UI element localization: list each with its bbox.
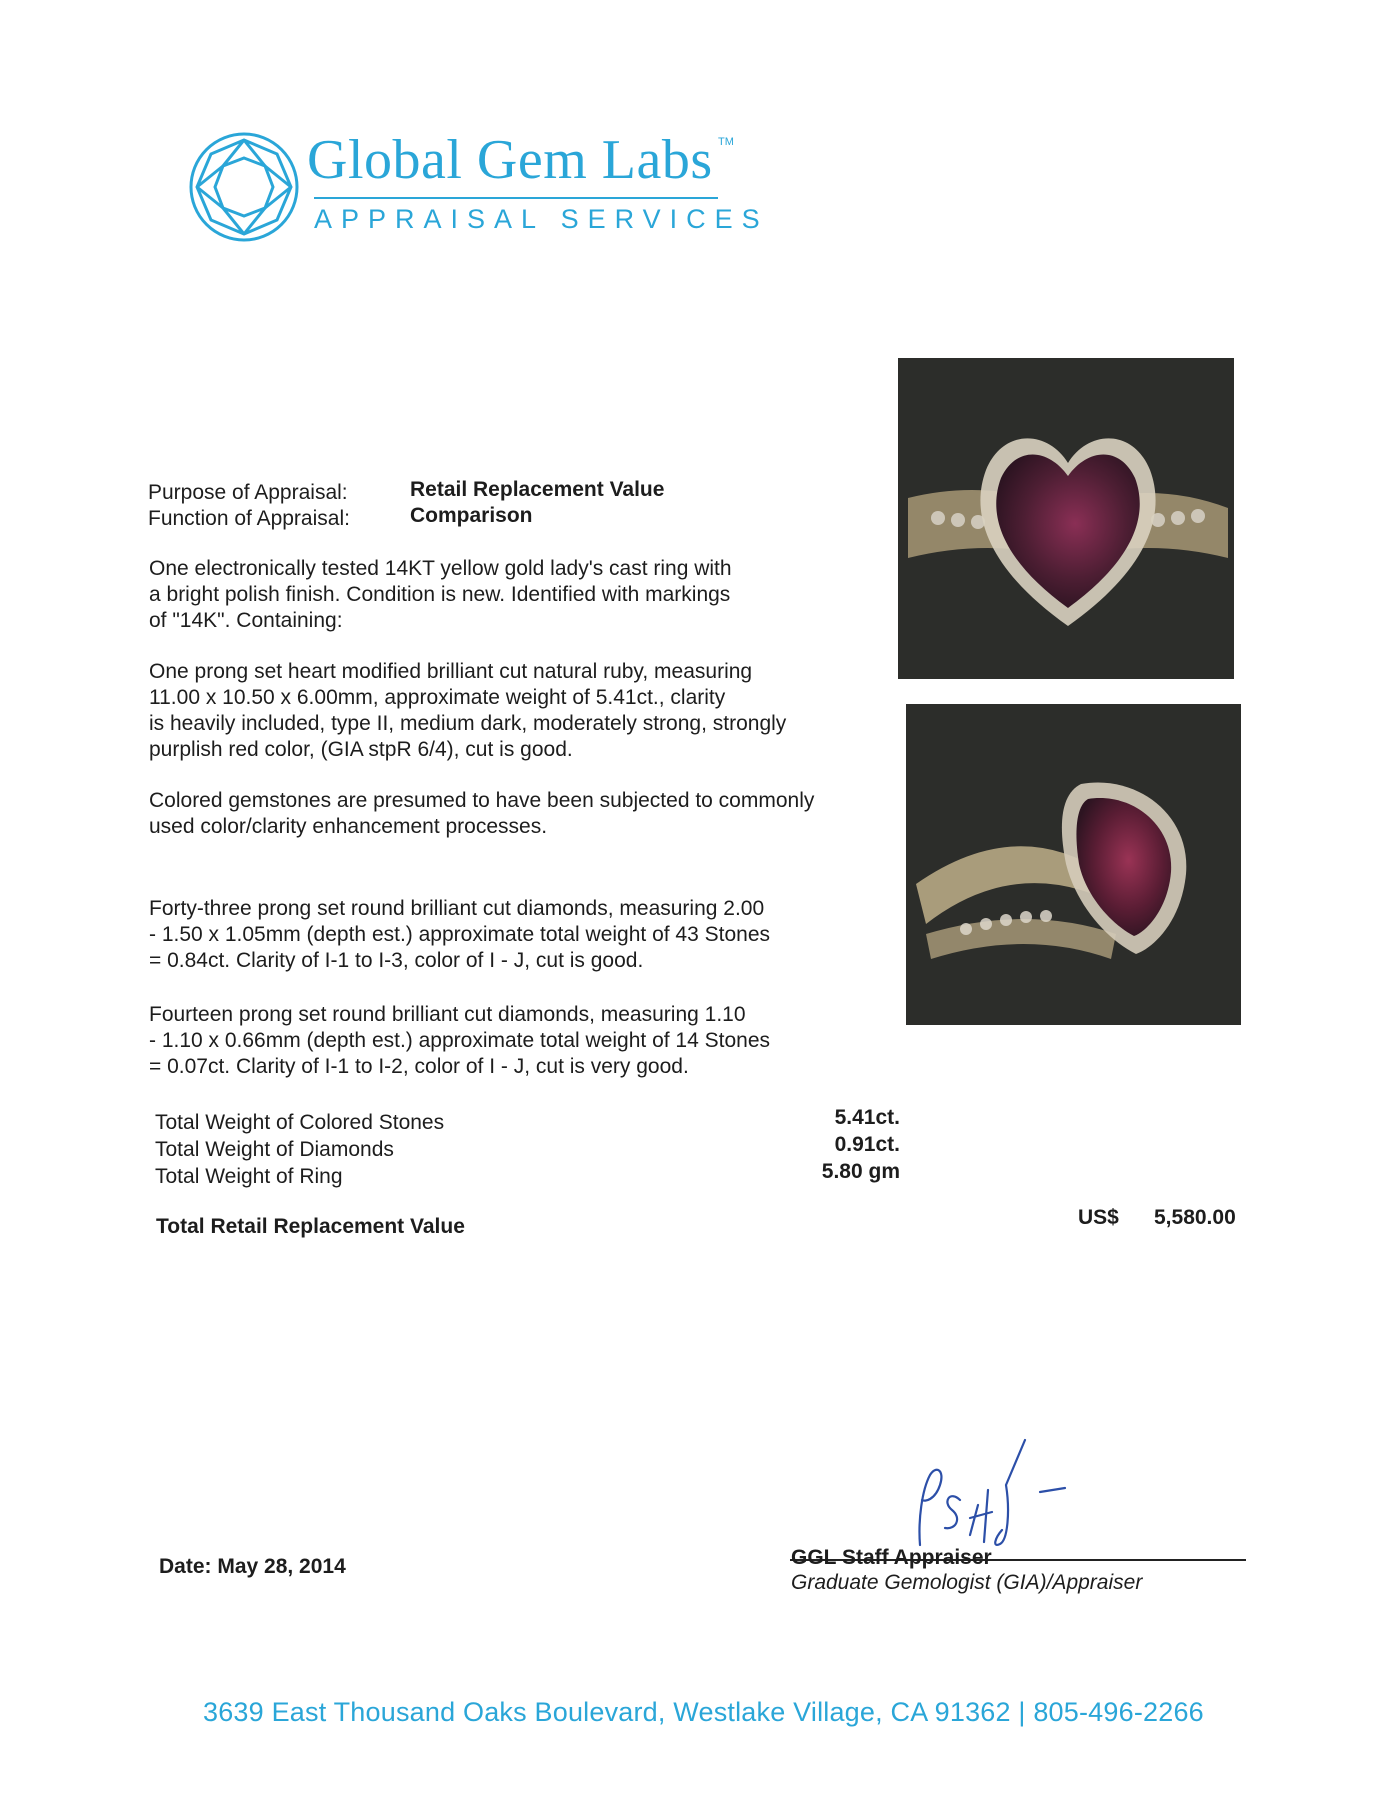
total-value-label: Total Retail Replacement Value bbox=[156, 1215, 465, 1238]
signer-title: GGL Staff Appraiser bbox=[791, 1546, 992, 1569]
currency-label: US$ bbox=[1078, 1206, 1119, 1229]
ruby-description: One prong set heart modified brilliant cut natural ruby, measuring 11.00 x 10.50 x 6.00mm, approximate weight of 5.41ct., clarity is heavily included, type II, medium dark, moderately strong, strongly purplish red color, (GIA stpR 6/4), cut is good. bbox=[149, 660, 787, 761]
brand-divider bbox=[314, 197, 718, 199]
diamonds-weight-value: 0.91ct. bbox=[834, 1133, 900, 1156]
footer-address: 3639 East Thousand Oaks Boulevard, Westlake Village, CA 91362 | 805-496-2266 bbox=[203, 1697, 1204, 1727]
total-value-amount: 5,580.00 bbox=[1154, 1206, 1236, 1229]
brand-subtitle: APPRAISAL SERVICES bbox=[314, 204, 769, 234]
ring-photo-top bbox=[898, 358, 1234, 679]
brand-name: Global Gem Labs bbox=[307, 129, 713, 191]
function-label: Function of Appraisal: bbox=[148, 507, 350, 530]
diamonds-43-description: Forty-three prong set round brilliant cut diamonds, measuring 2.00 - 1.50 x 1.05mm (depth est.) approximate total weight of 43 Stones = 0.84ct. Clarity of I-1 to I-3, color of I - J, cut is good. bbox=[149, 897, 770, 972]
totals-values bbox=[800, 1104, 900, 1185]
totals-labels bbox=[155, 1109, 444, 1190]
colored-weight-label: Total Weight of Colored Stones bbox=[155, 1111, 445, 1134]
trademark-mark: TM bbox=[718, 136, 734, 148]
gem-icon bbox=[187, 130, 301, 244]
diamonds-14-description: Fourteen prong set round brilliant cut diamonds, measuring 1.10 - 1.10 x 0.66mm (depth est.) approximate total weight of 14 Stones = 0.07ct. Clarity of I-1 to I-2, color of I - J, cut is very good. bbox=[149, 1003, 770, 1078]
ring-weight-value: 5.80 gm bbox=[821, 1160, 900, 1183]
colored-weight-value: 5.41ct. bbox=[834, 1106, 900, 1129]
ring-weight-label: Total Weight of Ring bbox=[155, 1165, 343, 1188]
diamonds-weight-label: Total Weight of Diamonds bbox=[155, 1138, 394, 1161]
appraiser-signature bbox=[900, 1430, 1080, 1555]
purpose-label: Purpose of Appraisal: bbox=[148, 481, 348, 504]
enhancement-note: Colored gemstones are presumed to have been subjected to commonly used color/clarity enhancement processes. bbox=[149, 789, 815, 838]
purpose-value: Retail Replacement Value bbox=[410, 478, 665, 501]
appraisal-date: Date: May 28, 2014 bbox=[159, 1555, 346, 1578]
signer-credentials: Graduate Gemologist (GIA)/Appraiser bbox=[791, 1571, 1143, 1594]
function-value: Comparison bbox=[410, 504, 533, 527]
ring-photo-angle bbox=[906, 704, 1241, 1025]
ring-description: One electronically tested 14KT yellow gold lady's cast ring with a bright polish finish. Condition is new. Identified with markings of "14K". Containing: bbox=[149, 557, 732, 632]
